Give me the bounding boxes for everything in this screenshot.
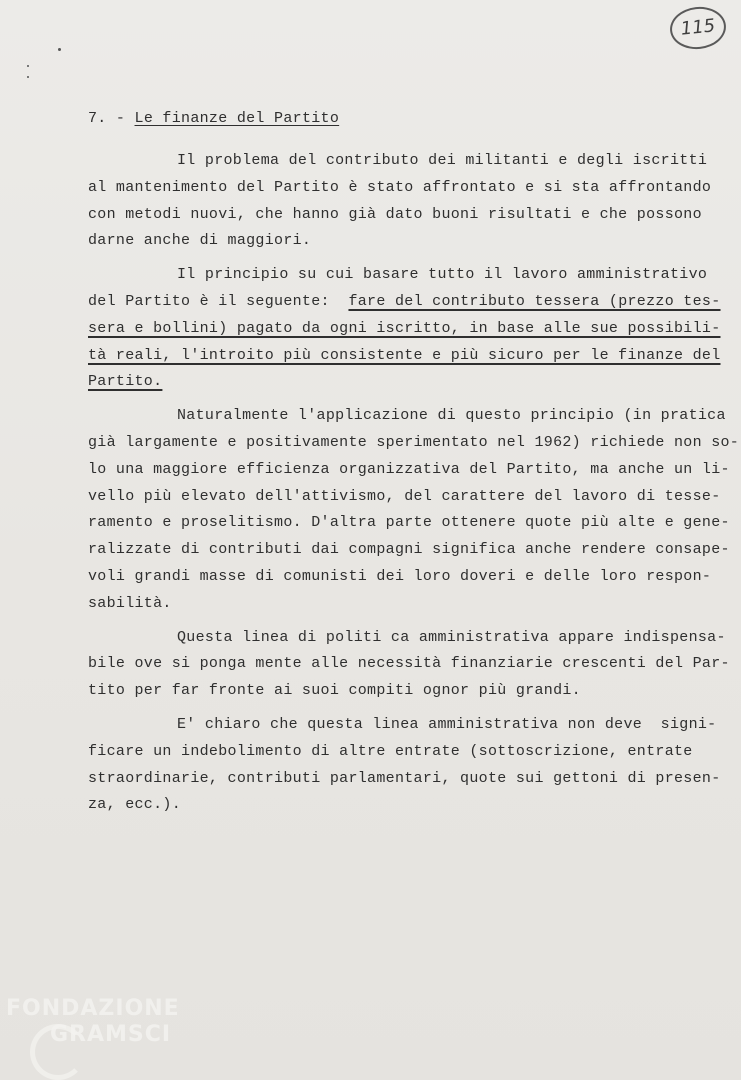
paragraph-4 <box>88 625 730 705</box>
underlined-principle-text: tà reali, l'introito più consistente e più sicuro per le finanze del <box>88 346 721 364</box>
archive-watermark <box>6 996 186 1048</box>
text-line <box>88 262 708 289</box>
paper-speck <box>58 48 61 51</box>
paragraph-2 <box>88 262 721 396</box>
text-line: Naturalmente l'applicazione di questo principio (in pratica <box>177 407 726 425</box>
document-body <box>88 106 740 826</box>
line-plain-text: del Partito è il seguente: <box>88 292 349 310</box>
text-line: straordinarie, contributi parlamentari, quote sui gettoni di presen- <box>88 769 721 787</box>
text-line <box>88 343 721 370</box>
paragraph-1 <box>88 148 712 255</box>
text-line: ralizzate di contributi dai compagni significa anche rendere consape- <box>88 541 730 559</box>
text-line <box>88 369 698 396</box>
section-number: 7. - <box>88 110 135 127</box>
text-line: già largamente e positivamente sperimentato nel 1962) richiede non so- <box>88 433 740 451</box>
text-line: ficare un indebolimento di altre entrate (sottoscrizione, entrate <box>88 742 693 760</box>
text-line: sabilità. <box>88 594 172 612</box>
text-line: lo una maggiore efficienza organizzativa del Partito, ma anche un li- <box>88 460 730 478</box>
paragraph-5 <box>88 712 721 819</box>
paragraph-3 <box>88 403 740 617</box>
text-line: darne anche di maggiori. <box>88 232 312 250</box>
text-line: E' chiaro che questa linea amministrativa non deve signi- <box>177 715 717 733</box>
paper-speck <box>27 65 29 67</box>
text-line <box>88 289 721 316</box>
text-line: con metodi nuovi, che hanno già dato buoni risultati e che possono <box>88 205 702 223</box>
text-line: Il problema del contributo dei militanti e degli iscritti <box>177 152 708 169</box>
text-line: bile ove si ponga mente alle necessità finanziarie crescenti del Par- <box>88 655 730 673</box>
page-number-stamp: 115 <box>668 4 728 52</box>
watermark-line-2: GRAMSCI <box>50 1022 172 1047</box>
text-line: voli grandi masse di comunisti dei loro doveri e delle loro respon- <box>88 567 712 585</box>
underlined-principle-text: sera e bollini) pagato da ogni iscritto, in base alle sue possibili- <box>88 319 721 337</box>
text-line: al mantenimento del Partito è stato affrontato e si sta affrontando <box>88 178 712 196</box>
underlined-principle-text: Partito. <box>88 373 163 391</box>
section-heading <box>88 106 698 132</box>
text-line <box>88 316 721 343</box>
section-title: Le finanze del Partito <box>134 110 340 127</box>
text-line: za, ecc.). <box>88 796 182 814</box>
text-line: vello più elevato dell'attivismo, del carattere del lavoro di tesse- <box>88 487 721 505</box>
text-line: tito per far fronte ai suoi compiti ognor più grandi. <box>88 682 581 700</box>
text-line: Questa linea di politi ca amministrativa appare indispensa- <box>177 628 726 646</box>
line-plain-text: Il principio su cui basare tutto il lavoro amministrativo <box>177 266 708 284</box>
underlined-principle-text: fare del contributo tessera (prezzo tes- <box>348 292 721 310</box>
watermark-line-1: FONDAZIONE <box>6 996 180 1021</box>
text-line: ramento e proselitismo. D'altra parte ottenere quote più alte e gene- <box>88 514 730 532</box>
paper-speck <box>27 76 29 78</box>
